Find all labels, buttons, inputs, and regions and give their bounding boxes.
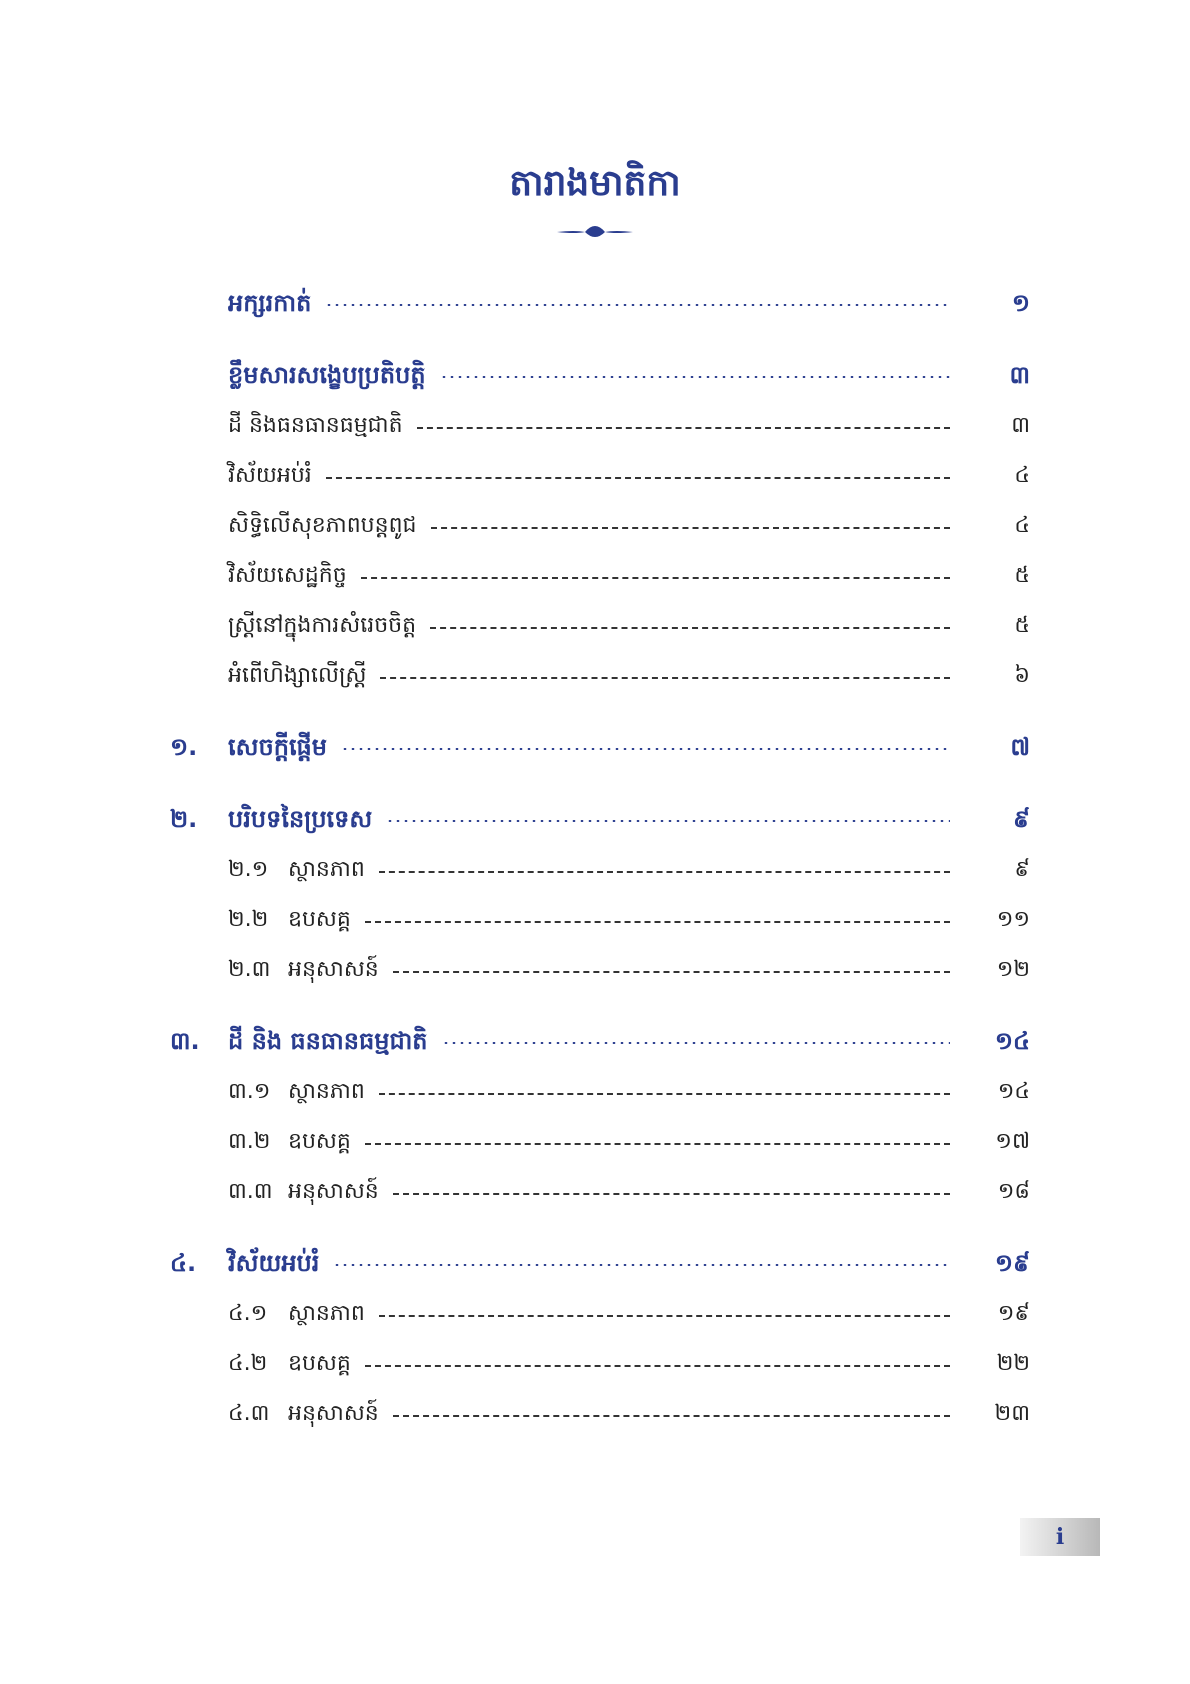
toc-dot-leader	[380, 677, 950, 679]
toc-dot-leader	[417, 427, 950, 429]
toc-entry-label: ឧបសគ្គ	[288, 907, 351, 932]
toc-dot-leader	[379, 871, 950, 873]
toc-entry-label: អំពើហិង្សាលើស្ត្រី	[228, 663, 367, 688]
toc-section-number: ២.២	[228, 907, 269, 932]
toc-entry-label: ដី និង ធនធានធម្មជាតិ	[228, 1026, 428, 1055]
toc-entry-label: វិស័យអប់រំ	[228, 463, 312, 488]
toc-entry-label: ស្ថានភាព	[288, 857, 365, 882]
toc-entry-label: វិស័យអប់រំ	[228, 1248, 320, 1277]
toc-page-number: ៤	[1014, 463, 1030, 488]
toc-dot-leader	[393, 1193, 950, 1195]
toc-sub-entry[interactable]	[170, 452, 1030, 502]
table-of-contents	[170, 280, 1030, 1440]
toc-entry-label: វិស័យសេដ្ឋកិច្ច	[228, 563, 347, 588]
toc-entry-label: អនុសាសន៍	[288, 1401, 379, 1426]
toc-dot-leader	[393, 971, 950, 973]
toc-dot-leader	[333, 1259, 950, 1271]
toc-dot-leader	[440, 371, 950, 383]
toc-dot-leader	[430, 627, 950, 629]
toc-sub-entry[interactable]	[170, 402, 1030, 452]
toc-sub-entry[interactable]	[170, 552, 1030, 602]
toc-dot-leader	[365, 1143, 950, 1145]
toc-dot-leader	[365, 1365, 950, 1367]
toc-entry-number: ៤.	[170, 1248, 197, 1277]
toc-sub-entry[interactable]	[170, 602, 1030, 652]
page-number: i	[1020, 1518, 1100, 1556]
toc-section-number: ៤.២	[228, 1351, 268, 1376]
toc-page-number: ៩	[1013, 804, 1030, 833]
toc-entry-label: សិទ្ធិលើសុខភាពបន្តពូជ	[228, 513, 417, 538]
toc-entry-number: ២.	[170, 804, 198, 833]
toc-dot-leader	[431, 527, 950, 529]
toc-page-number: ១៧	[995, 1129, 1030, 1154]
toc-entry-label: ស្ត្រីនៅក្នុងការសំរេចចិត្ត	[228, 613, 417, 638]
toc-section-number: ៣.៣	[228, 1179, 273, 1204]
toc-page-number: ៥	[1014, 563, 1030, 588]
toc-dot-leader	[361, 577, 950, 579]
toc-page-number: ៧	[1010, 732, 1030, 761]
toc-dot-leader	[326, 477, 950, 479]
toc-sub-entry[interactable]	[170, 946, 1030, 996]
toc-entry-label: អនុសាសន៍	[288, 957, 379, 982]
toc-sub-entry[interactable]	[170, 1118, 1030, 1168]
toc-section-number: ៣.២	[228, 1129, 271, 1154]
toc-section-number: ២.៣	[228, 957, 271, 982]
toc-entry-label: ស្ថានភាព	[288, 1079, 365, 1104]
toc-dot-leader	[379, 1315, 950, 1317]
toc-sub-entry[interactable]	[170, 1290, 1030, 1340]
toc-page-number: ១	[1011, 288, 1030, 317]
toc-page-number: ២២	[996, 1351, 1030, 1376]
toc-dot-leader	[393, 1415, 950, 1417]
toc-main-entry[interactable]	[170, 724, 1030, 774]
toc-entry-label: ឧបសគ្គ	[288, 1129, 351, 1154]
toc-entry-label: ស្ថានភាព	[288, 1301, 365, 1326]
toc-sub-entry[interactable]	[170, 652, 1030, 702]
toc-main-entry[interactable]	[170, 1240, 1030, 1290]
toc-page-number: ១២	[996, 957, 1030, 982]
toc-page-number: ១៤	[994, 1026, 1030, 1055]
toc-page-number: ៥	[1014, 613, 1030, 638]
toc-sub-entry[interactable]	[170, 502, 1030, 552]
toc-entry-label: អក្សរកាត់	[228, 288, 312, 317]
toc-sub-entry[interactable]	[170, 1340, 1030, 1390]
toc-sub-entry[interactable]	[170, 896, 1030, 946]
toc-page-number: ៦	[1014, 663, 1030, 688]
toc-dot-leader	[442, 1037, 950, 1049]
toc-page-number: ៤	[1014, 513, 1030, 538]
toc-entry-label: បរិបទនៃប្រទេស	[228, 804, 373, 833]
toc-page-number: ៣	[1011, 413, 1030, 438]
toc-sub-entry[interactable]	[170, 1390, 1030, 1440]
toc-section-number: ៤.៣	[228, 1401, 270, 1426]
toc-entry-label: អនុសាសន៍	[288, 1179, 379, 1204]
toc-entry-number: ១.	[170, 732, 198, 761]
toc-sub-entry[interactable]	[170, 1068, 1030, 1118]
toc-entry-label: ខ្លឹមសារសង្ខេបប្រតិបត្តិ	[228, 360, 426, 389]
toc-entry-label: ដី និងធនធានធម្មជាតិ	[228, 413, 403, 438]
toc-dot-leader	[325, 299, 950, 311]
toc-main-entry[interactable]	[170, 352, 1030, 402]
toc-sub-entry[interactable]	[170, 846, 1030, 896]
toc-dot-leader	[341, 743, 950, 755]
toc-page-number: ១៨	[997, 1179, 1030, 1204]
page-title: តារាងមាតិកា	[509, 163, 681, 204]
toc-page-number: ១៩	[994, 1248, 1030, 1277]
toc-page-number: ៣	[1009, 360, 1030, 389]
toc-section-number: ២.១	[228, 857, 269, 882]
toc-page-number: ១៩	[997, 1301, 1030, 1326]
toc-main-entry[interactable]	[170, 796, 1030, 846]
toc-section-number: ៣.១	[228, 1079, 271, 1104]
toc-dot-leader	[365, 921, 950, 923]
toc-page-number: ២៣	[994, 1401, 1030, 1426]
title-ornament-icon	[555, 224, 635, 240]
toc-dot-leader	[379, 1093, 950, 1095]
toc-entry-label: សេចក្តីផ្តើម	[228, 732, 328, 761]
toc-main-entry[interactable]	[170, 1018, 1030, 1068]
toc-section-number: ៤.១	[228, 1301, 268, 1326]
toc-page-number: ១១	[996, 907, 1030, 932]
toc-entry-number: ៣.	[170, 1026, 200, 1055]
toc-main-entry[interactable]	[170, 280, 1030, 330]
toc-entry-label: ឧបសគ្គ	[288, 1351, 351, 1376]
toc-dot-leader	[386, 815, 950, 827]
toc-sub-entry[interactable]	[170, 1168, 1030, 1218]
toc-page-number: ១៤	[997, 1079, 1030, 1104]
toc-page-number: ៩	[1014, 857, 1030, 882]
